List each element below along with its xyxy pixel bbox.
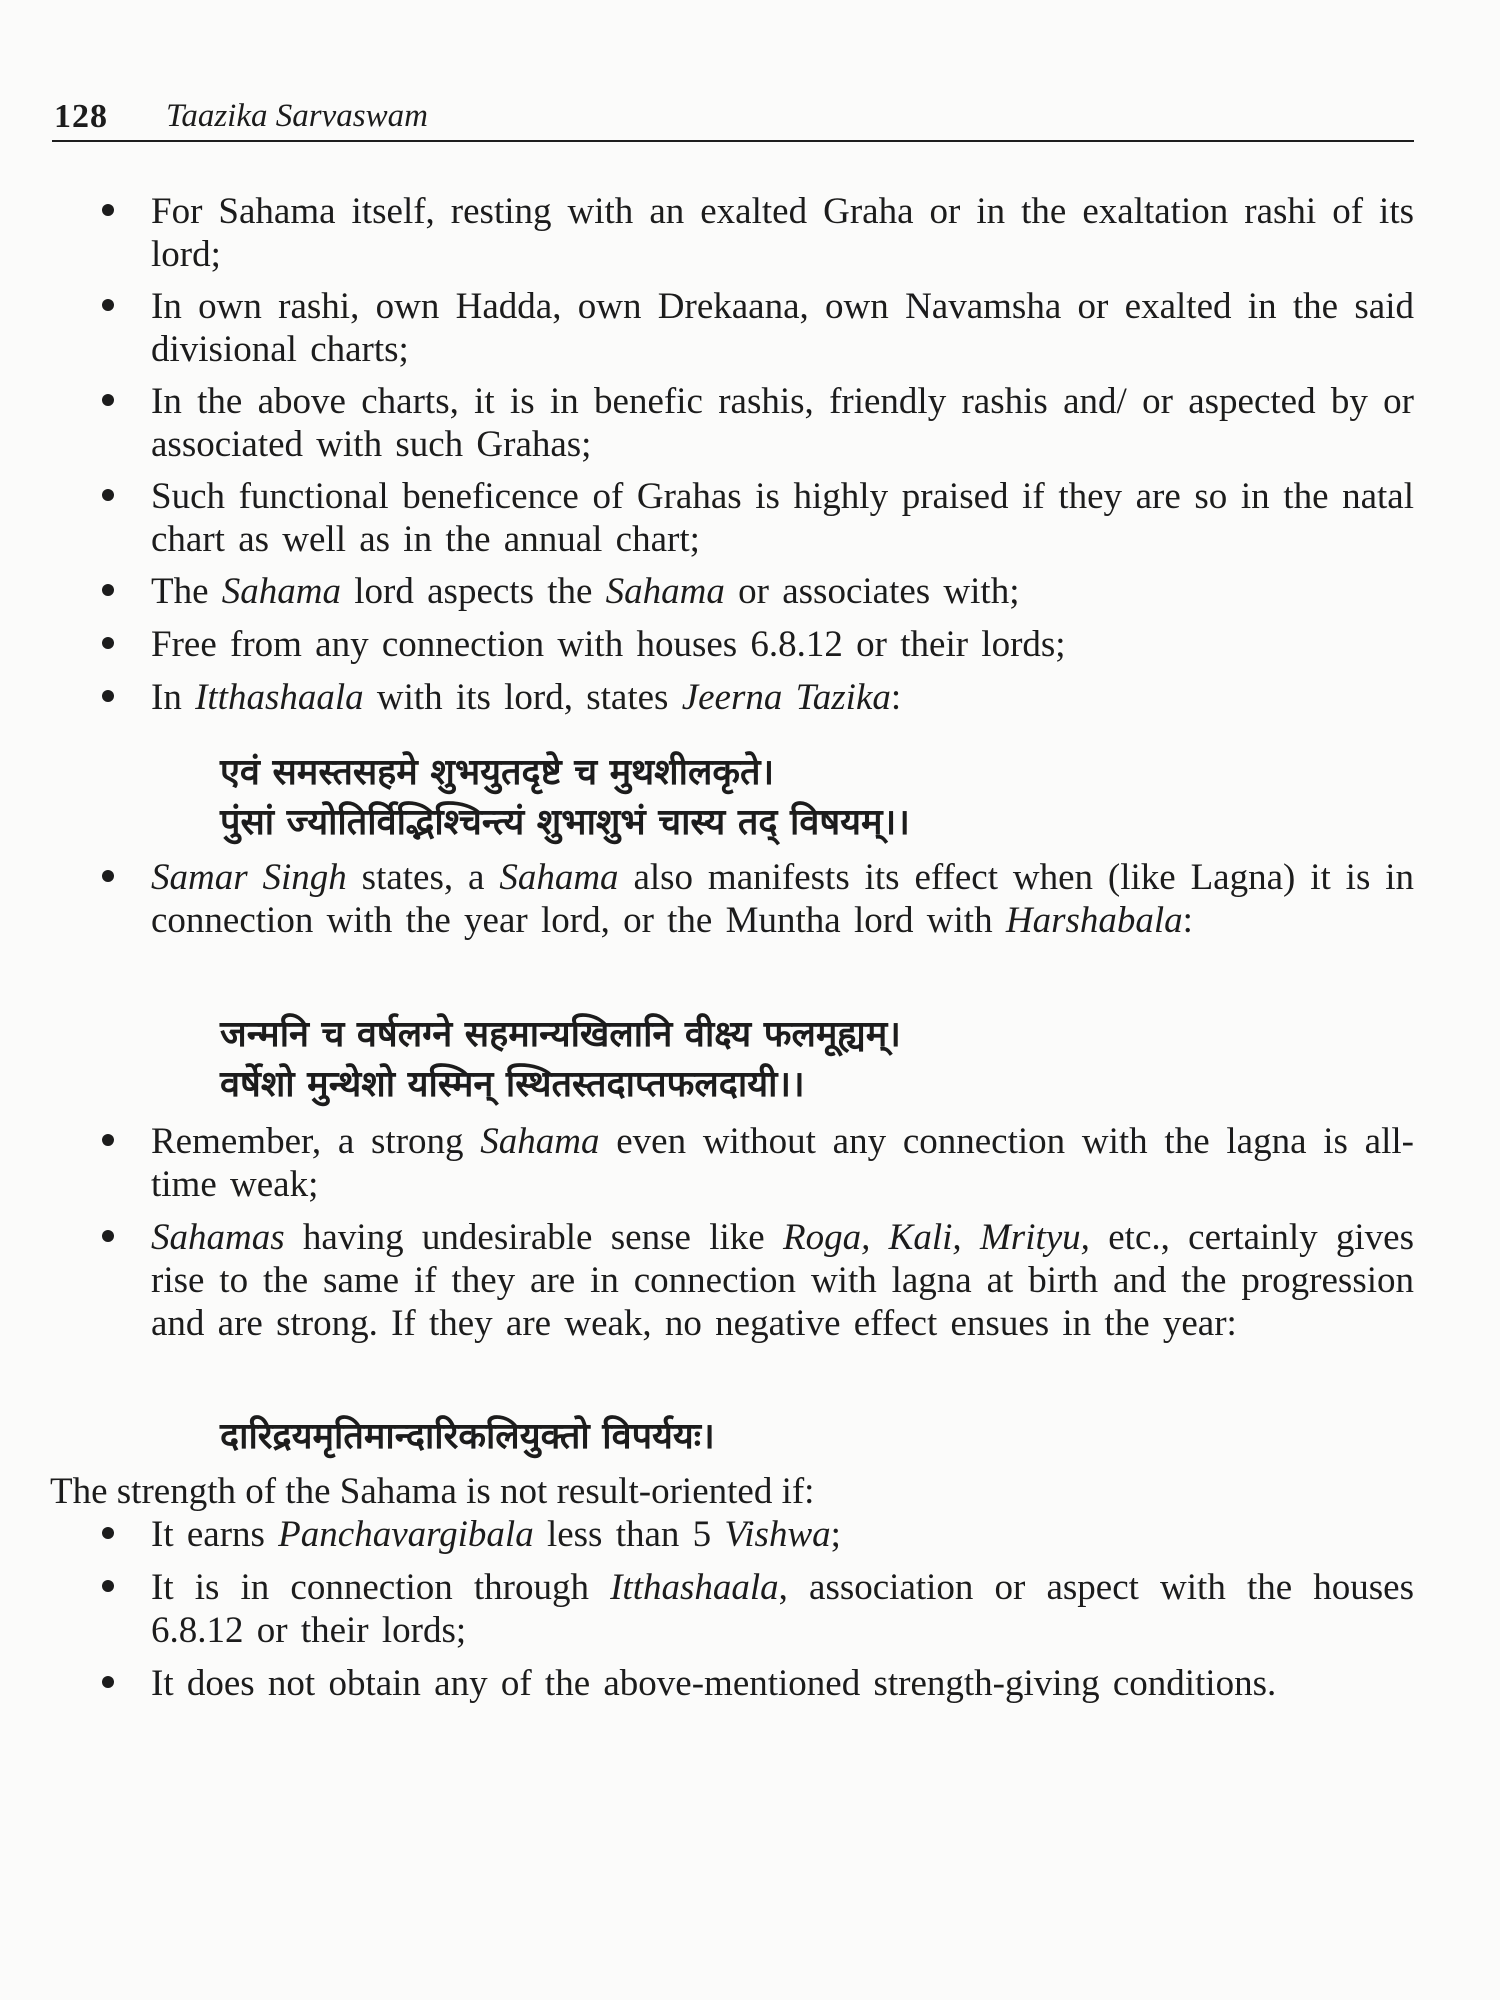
list-item: [96, 380, 1414, 466]
italic-term: Panchavargibala: [278, 1514, 534, 1555]
italic-term: Sahama: [499, 857, 619, 898]
bullet-icon: [102, 637, 114, 649]
text-run: :: [890, 677, 902, 718]
bullet-icon: [102, 394, 114, 406]
text-run: :: [1182, 900, 1193, 941]
text-run: Remember, a strong: [151, 1121, 481, 1162]
italic-term: Sahama: [480, 1121, 600, 1162]
list-item-text: In the above charts, it is in benefic rashis, friendly rashis and/ or aspected by or associated with such Grahas;: [151, 381, 1414, 465]
list-item-text: [151, 1216, 1414, 1345]
italic-term: Roga, Kali, Mrityu,: [783, 1217, 1090, 1258]
text-run: even without any connection with the lagna is all-time weak;: [151, 1121, 1414, 1205]
list-item: [96, 1566, 1414, 1652]
italic-term: Sahama: [605, 571, 725, 612]
list-item: [96, 190, 1414, 276]
list-item-text: For Sahama itself, resting with an exalted Graha or in the exaltation rashi of its lord;: [151, 191, 1414, 275]
italic-term: Itthashaala: [610, 1567, 779, 1608]
italic-term: Sahama: [221, 571, 342, 612]
verse-line: वर्षेशो मुन्थेशो यस्मिन् स्थितस्तदाप्तफलदायी।।: [220, 1064, 805, 1105]
bullet-icon: [102, 584, 114, 596]
running-title: Taazika Sarvaswam: [166, 98, 428, 134]
list-item: [96, 1513, 1414, 1556]
list-item: [96, 856, 1414, 942]
italic-term: Harshabala: [1005, 900, 1183, 941]
verse-line: पुंसां ज्योतिर्विद्भिश्चिन्त्यं शुभाशुभं चास्य तद् विषयम्।।: [220, 802, 910, 843]
text-run: etc., certainly gives rise to the same if they are in connection with lagna at birth and the progression and are strong. If they are weak, no negative effect ensues in the year:: [151, 1217, 1415, 1344]
sanskrit-verse: [220, 1010, 1400, 1110]
list-item-text: [151, 676, 1414, 719]
italic-term: Sahamas: [151, 1217, 285, 1258]
list-item: [96, 1120, 1414, 1206]
sanskrit-verse: [220, 1412, 1400, 1462]
bullet-icon: [102, 489, 114, 501]
text-run: It is in connection through: [151, 1567, 611, 1608]
list-item-text: [151, 856, 1414, 942]
text-run: , association or aspect with the houses 6.8.12 or their lords;: [151, 1567, 1414, 1651]
list-item-text: [151, 1566, 1414, 1652]
bullet-icon: [102, 299, 114, 311]
bullet-icon: [102, 1676, 114, 1688]
page-header: [52, 98, 1414, 142]
verse-line: दारिद्रयमृतिमान्दारिकलियुक्तो विपर्ययः।: [220, 1416, 715, 1457]
text-run: lord aspects the: [341, 571, 606, 612]
list-item: [96, 1662, 1414, 1705]
text-run: having undesirable sense like: [284, 1217, 784, 1258]
italic-term: Samar Singh: [151, 857, 347, 898]
list-item: [96, 570, 1414, 613]
list-item: [96, 475, 1414, 561]
list-item-text: It does not obtain any of the above-mentioned strength-giving conditions.: [151, 1663, 1277, 1704]
italic-term: Itthashaala: [195, 677, 364, 718]
sanskrit-verse: [220, 748, 1400, 848]
text-run: states, a: [346, 857, 500, 898]
bullet-icon: [102, 1230, 114, 1242]
body-paragraph: The strength of the Sahama is not result-oriented if:: [50, 1471, 815, 1512]
bullet-icon: [102, 1580, 114, 1592]
text-run: with its lord, states: [363, 677, 682, 718]
italic-term: Jeerna Tazika: [681, 677, 891, 718]
list-item-text: [151, 570, 1414, 613]
verse-line: एवं समस्तसहमे शुभयुतदृष्टे च मुथशीलकृते।: [220, 752, 775, 793]
text-run: also manifests its effect when (like Lagna) it is in connection with the year lord, or the Muntha lord with: [151, 857, 1415, 941]
list-item-text: Such functional beneficence of Grahas is highly praised if they are so in the natal chart as well as in the annual chart;: [151, 476, 1414, 560]
bullet-icon: [102, 1134, 114, 1146]
bullet-icon: [102, 1527, 114, 1539]
text-run: or associates with;: [724, 571, 1020, 612]
bullet-icon: [102, 870, 114, 882]
list-item-text: [151, 1513, 1414, 1556]
page-number: 128: [54, 98, 108, 135]
list-item: [96, 285, 1414, 371]
list-item-text: Free from any connection with houses 6.8.12 or their lords;: [151, 624, 1066, 665]
list-item-text: In own rashi, own Hadda, own Drekaana, own Navamsha or exalted in the said divisional charts;: [151, 286, 1414, 370]
verse-line: जन्मनि च वर्षलग्ने सहमान्यखिलानि वीक्ष्य फलमूह्यम्।: [220, 1014, 901, 1055]
text-run: The: [151, 571, 222, 612]
text-run: ;: [830, 1514, 841, 1555]
bullet-icon: [102, 690, 114, 702]
text-run: less than 5: [533, 1514, 725, 1555]
list-item: [96, 623, 1414, 666]
list-item-text: [151, 1120, 1414, 1206]
list-item: [96, 676, 1414, 719]
text-run: It earns: [151, 1514, 279, 1555]
text-run: In: [151, 677, 196, 718]
italic-term: Vishwa: [724, 1514, 831, 1555]
bullet-icon: [102, 204, 114, 216]
list-item: [96, 1216, 1414, 1345]
